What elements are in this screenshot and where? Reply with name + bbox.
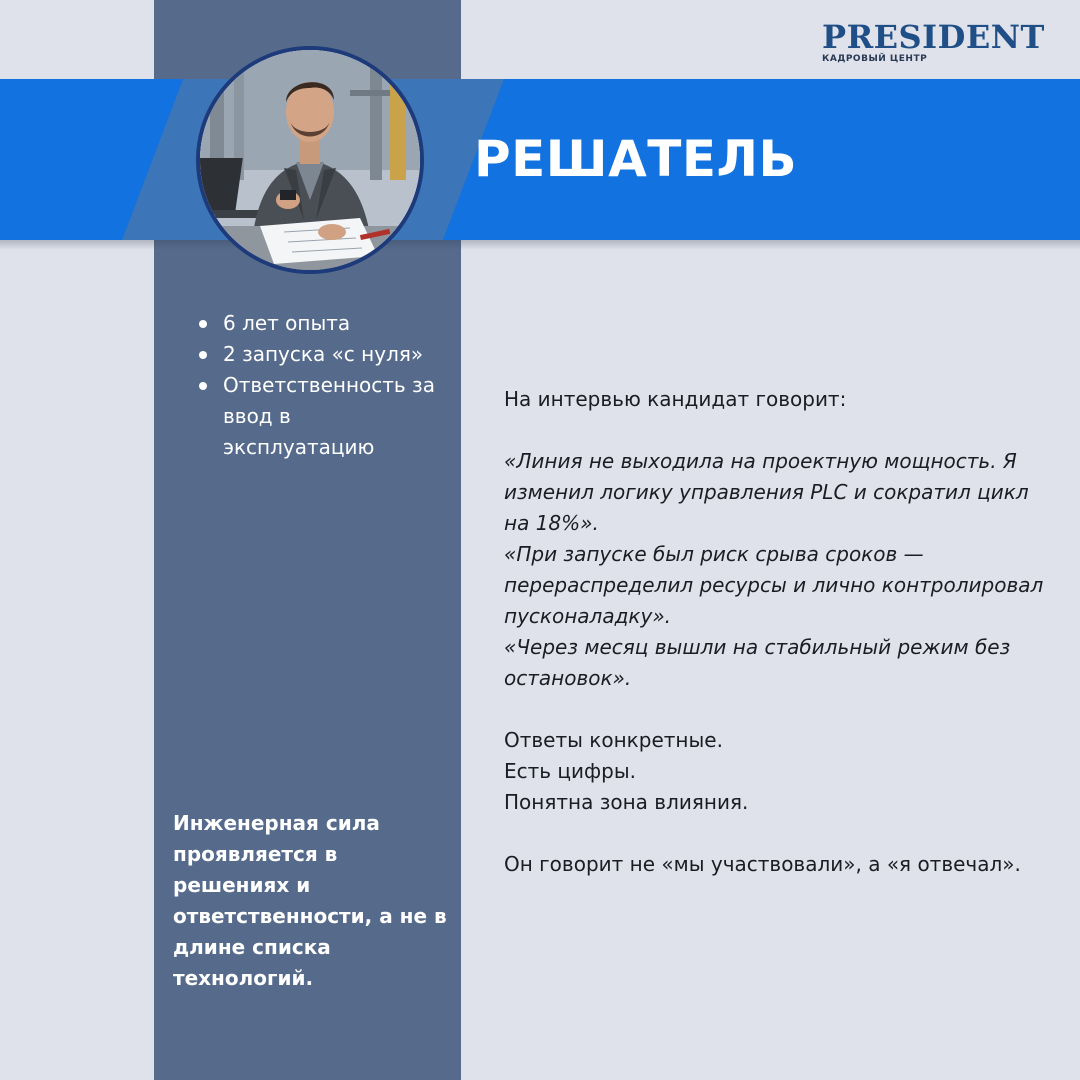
page-title: РЕШАТЕЛЬ (474, 130, 798, 188)
spacer (504, 415, 1044, 446)
candidate-stats-list (198, 308, 448, 463)
spacer (504, 818, 1044, 849)
quote-item: «Через месяц вышли на стабильный режим без остановок». (504, 635, 1011, 690)
banner-shadow (0, 240, 1080, 250)
interview-summary: Он говорит не «мы участвовали», а «я отвечал». (504, 852, 1021, 876)
quote-item: «При запуске был риск срыва сроков — перераспределил ресурсы и лично контролировал пусконаладку». (504, 542, 1044, 628)
observation-item: Есть цифры. (504, 759, 636, 783)
candidate-photo-illustration (200, 50, 420, 270)
stat-item: 6 лет опыта (198, 308, 448, 339)
conclusion-text: Инженерная сила проявляется в решениях и ответственности, а не в длине списка технологий. (173, 811, 447, 990)
brand-logo (822, 18, 1052, 64)
observation-item: Ответы конкретные. (504, 728, 723, 752)
stat-item: Ответственность за ввод в эксплуатацию (198, 370, 448, 463)
interview-intro: На интервью кандидат говорит: (504, 387, 847, 411)
observation-item: Понятна зона влияния. (504, 790, 749, 814)
stat-item: 2 запуска «с нуля» (198, 339, 448, 370)
interview-content (504, 384, 1044, 880)
spacer (504, 694, 1044, 725)
brand-subtitle: КАДРОВЫЙ ЦЕНТР (822, 54, 928, 64)
quote-item: «Линия не выходила на проектную мощность. Я изменил логику управления PLC и сократил цикл на 18%». (504, 449, 1029, 535)
brand-name: PRESIDENT (822, 18, 1045, 56)
candidate-photo (196, 46, 424, 274)
